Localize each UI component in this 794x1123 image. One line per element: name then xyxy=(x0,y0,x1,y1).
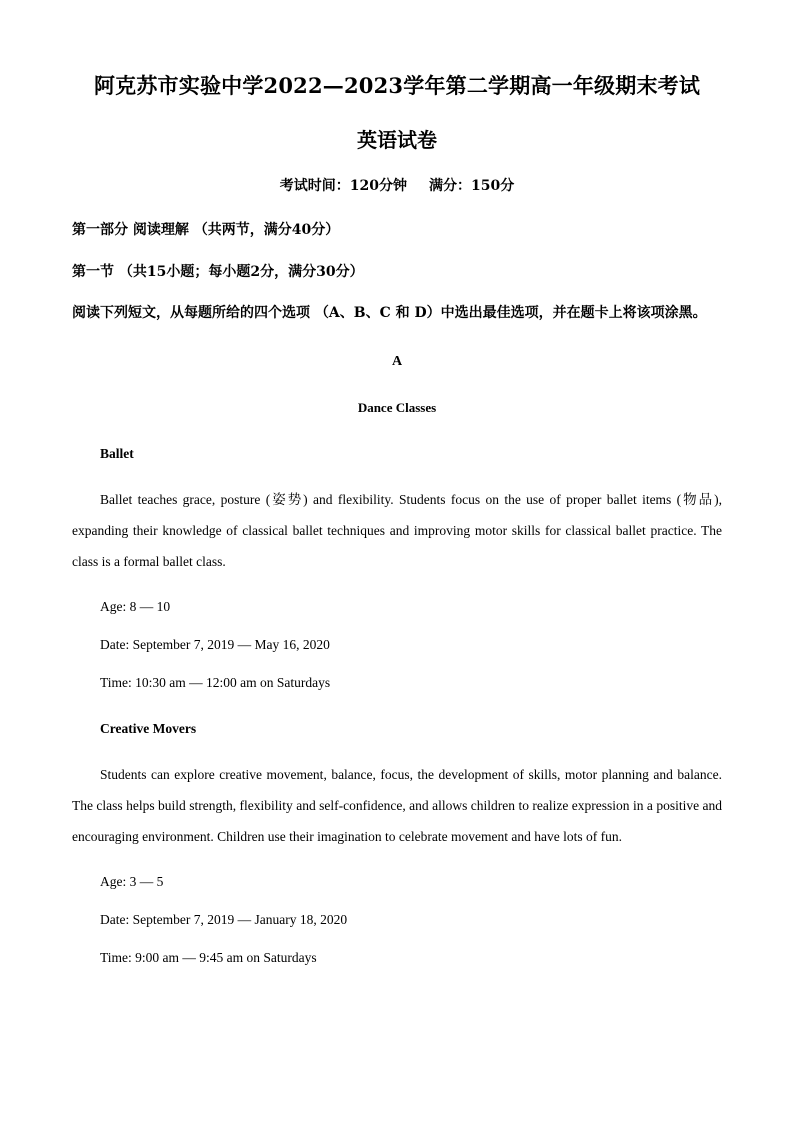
class-creative-movers xyxy=(72,721,722,966)
exam-meta xyxy=(72,175,722,195)
part-one-title: 第一部分 阅读理解 （共两节，满分40分） xyxy=(72,222,340,238)
exam-title: 阿克苏市实验中学2022—2023学年第二学期高一年级期末考试 xyxy=(93,73,701,98)
class-age: Age: 3 — 5 xyxy=(100,874,164,889)
class-date: Date: September 7, 2019 — May 16, 2020 xyxy=(100,637,330,652)
section-one-title: 第一节 （共15小题；每小题2分，满分30分） xyxy=(72,264,364,280)
passage-letter: A xyxy=(391,354,403,369)
class-time: Time: 10:30 am — 12:00 am on Saturdays xyxy=(100,675,331,690)
class-date: Date: September 7, 2019 — January 18, 2020 xyxy=(100,912,348,927)
exam-time: 考试时间：120分钟 xyxy=(279,178,407,194)
class-age: Age: 8 — 10 xyxy=(100,599,171,614)
full-score: 满分：150分 xyxy=(429,178,515,194)
class-description: Students can explore creative movement, balance, focus, the development of skills, motor planning and balance. The class helps build strength, flexibility and self-confidence, and allows children to realize expression in a positive and encouraging environment. Children use their imagination to celebrate movement and have lots of fun. xyxy=(72,767,722,844)
passage-title: Dance Classes xyxy=(357,400,437,415)
class-time: Time: 9:00 am — 9:45 am on Saturdays xyxy=(100,950,317,965)
class-description: Ballet teaches grace, posture (姿势) and flexibility. Students focus on the use of proper ballet items (物品), expanding their knowledge of classical ballet techniques and improving motor skills for classical ballet practice. The class is a formal ballet class. xyxy=(72,492,722,569)
subject-title: 英语试卷 xyxy=(357,128,437,152)
class-ballet xyxy=(72,446,722,691)
class-heading: Creative Movers xyxy=(100,721,197,736)
class-heading: Ballet xyxy=(100,446,134,461)
directions: 阅读下列短文，从每题所给的四个选项 （A、B、C 和 D）中选出最佳选项，并在题卡上将该项涂黑。 xyxy=(72,305,707,321)
